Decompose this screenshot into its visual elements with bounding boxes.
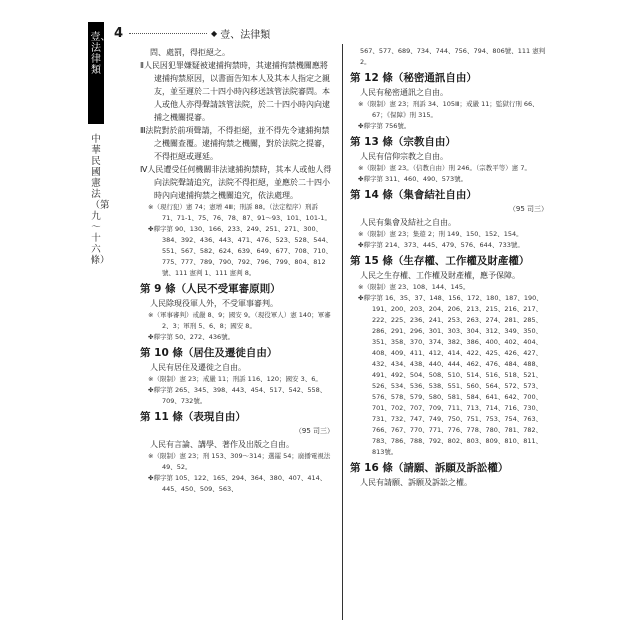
article-14-interpretation: ✤釋字第 214、373、445、479、576、644、733號。 (358, 241, 524, 249)
continued-text: 問、處罰，得拒絕之。 (150, 48, 230, 57)
header-dotted-rule (129, 33, 207, 34)
paragraph-3: Ⅲ法院對於前項聲請，不得拒絕，並不得先令逮捕拘禁之機關查覆。逮捕拘禁之機關，對於法院之提審，不得拒絕或遲延。 (140, 126, 330, 161)
page-header (114, 26, 270, 40)
article-10-reference: ※（限制）憲 23；戒嚴 11；刑訴 116、120；國安 3、6。 (148, 375, 322, 383)
article-13-text: 人民有信仰宗教之自由。 (360, 152, 448, 161)
column-divider (342, 44, 343, 620)
vertical-title (88, 134, 110, 266)
page-number: 4 (114, 25, 124, 41)
interpretation-note: ✤釋字第 90、130、166、233、249、251、271、300、384、392、436、443、471、476、523、528、544、551、567、582、624、639、649、677、708、710、775、777、789、790、792、796、799、804、812號、111 憲判 1、111 憲判 8。 (148, 225, 333, 277)
article-13-reference: ※（限制）憲 23。（信教自由）刑 246。（宗教平等）憲 7。 (358, 164, 531, 172)
diamond-icon: ◆ (211, 28, 218, 38)
article-10-title: 第 10 條（居住及遷徙自由） (140, 347, 278, 359)
article-9-text: 人民除現役軍人外，不受軍事審判。 (150, 299, 278, 308)
article-10-interpretation: ✤釋字第 265、345、398、443、454、517、542、558、709、732號。 (148, 386, 327, 405)
article-14-exam-tag: （95 司三） (508, 205, 548, 213)
article-11-title: 第 11 條（表現自由） (140, 411, 246, 423)
vertical-title-text: 中華民國憲法（第九～十六條） (90, 134, 110, 266)
chapter-tab (88, 22, 111, 124)
continued-interpretation: 567、577、689、734、744、756、794、806號、111 憲判 2。 (360, 47, 546, 66)
paragraph-4: Ⅳ人民遭受任何機關非法逮捕拘禁時，其本人或他人得向法院聲請追究，法院不得拒絕，並應於二十四小時內向逮捕拘禁之機關追究，依法處理。 (140, 165, 332, 200)
article-13-title: 第 13 條（宗教自由） (350, 136, 456, 148)
article-14-title: 第 14 條（集會結社自由） (350, 189, 477, 201)
article-11-interpretation: ✤釋字第 105、122、165、294、364、380、407、414、445、450、509、563、 (148, 474, 327, 493)
article-11-exam-tag: （95 司三） (294, 427, 334, 435)
article-11-text: 人民有言論、講學、著作及出版之自由。 (150, 440, 294, 449)
article-15-text: 人民之生存權、工作權及財產權，應予保障。 (360, 271, 520, 280)
article-15-interpretation: ✤釋字第 16、35、37、148、156、172、180、187、190、191、200、203、204、206、213、215、216、217、222、225、236、241、253、263、274、281、285、286、291、296、301、303、304、312、349、350、351、358、370、374、382、386、400、402、404、408、409、411、412、414、422、425、426、427、432、434、438、440、444、462、476、484、488、491、492、504、508、510、514、516、518、521、526、534、536、538、551、560、564、572、573、576、578、579、580、581、584、641、642、700、701、702、707、709、711、713、714、716、730、731、732、747、749、750、751、753、754、763、766、767、770、771、776、778、780、781、782、783、786、788、792、802、803、809、810、811、813號。 (358, 294, 543, 456)
reference-note: ※（現行犯）憲 74；憲增 4Ⅲ；刑訴 88。（法定程序）刑訴 71、71-1、75、76、78、87、91～93、101、101-1。 (148, 203, 331, 222)
article-9-title: 第 9 條（人民不受軍審原則） (140, 283, 281, 295)
chapter-tab-label: 壹、法律類 (90, 32, 111, 76)
right-column (350, 46, 548, 489)
article-9-interpretation: ✤釋字第 50、272、436號。 (148, 333, 235, 341)
article-16-text: 人民有請願、訴願及訴訟之權。 (360, 478, 472, 487)
article-9-reference: ※（軍事審判）戒嚴 8、9；國安 9。（現役軍人）憲 140；軍審 2、3；軍刑 5、6、8；國安 8。 (148, 311, 331, 330)
article-12-reference: ※（限制）憲 23；刑訴 34、105Ⅲ；戒嚴 11；監獄行刑 66、67；《保障》刑 315。 (358, 100, 539, 119)
article-10-text: 人民有居住及遷徙之自由。 (150, 363, 246, 372)
book-page (88, 22, 554, 622)
article-14-text: 人民有集會及結社之自由。 (360, 218, 456, 227)
article-15-title: 第 15 條（生存權、工作權及財產權） (350, 255, 530, 267)
article-12-text: 人民有秘密通訊之自由。 (360, 88, 448, 97)
article-14-reference: ※（限制）憲 23；集遊 2；刑 149、150、152、154。 (358, 230, 523, 238)
left-column (140, 46, 334, 495)
article-11-reference: ※（限制）憲 23；刑 153、309～314；選罷 54；廣播電視法 49、52。 (148, 452, 331, 471)
article-13-interpretation: ✤釋字第 311、460、490、573號。 (358, 175, 468, 183)
article-12-interpretation: ✤釋字第 756號。 (358, 122, 411, 130)
article-16-title: 第 16 條（請願、訴願及訴訟權） (350, 462, 509, 474)
side-margin (88, 22, 111, 622)
header-title: 壹、法律類 (220, 29, 271, 41)
article-15-reference: ※（限制）憲 23、108、144、145。 (358, 283, 470, 291)
paragraph-2: Ⅱ人民因犯罪嫌疑被逮捕拘禁時，其逮捕拘禁機關應將逮捕拘禁原因，以書面告知本人及其本人指定之親友，並至遲於二十四小時內移送該管法院審問。本人或他人亦得聲請該管法院，於二十四小時內向逮捕之機關提審。 (140, 61, 330, 122)
article-12-title: 第 12 條（秘密通訊自由） (350, 72, 477, 84)
